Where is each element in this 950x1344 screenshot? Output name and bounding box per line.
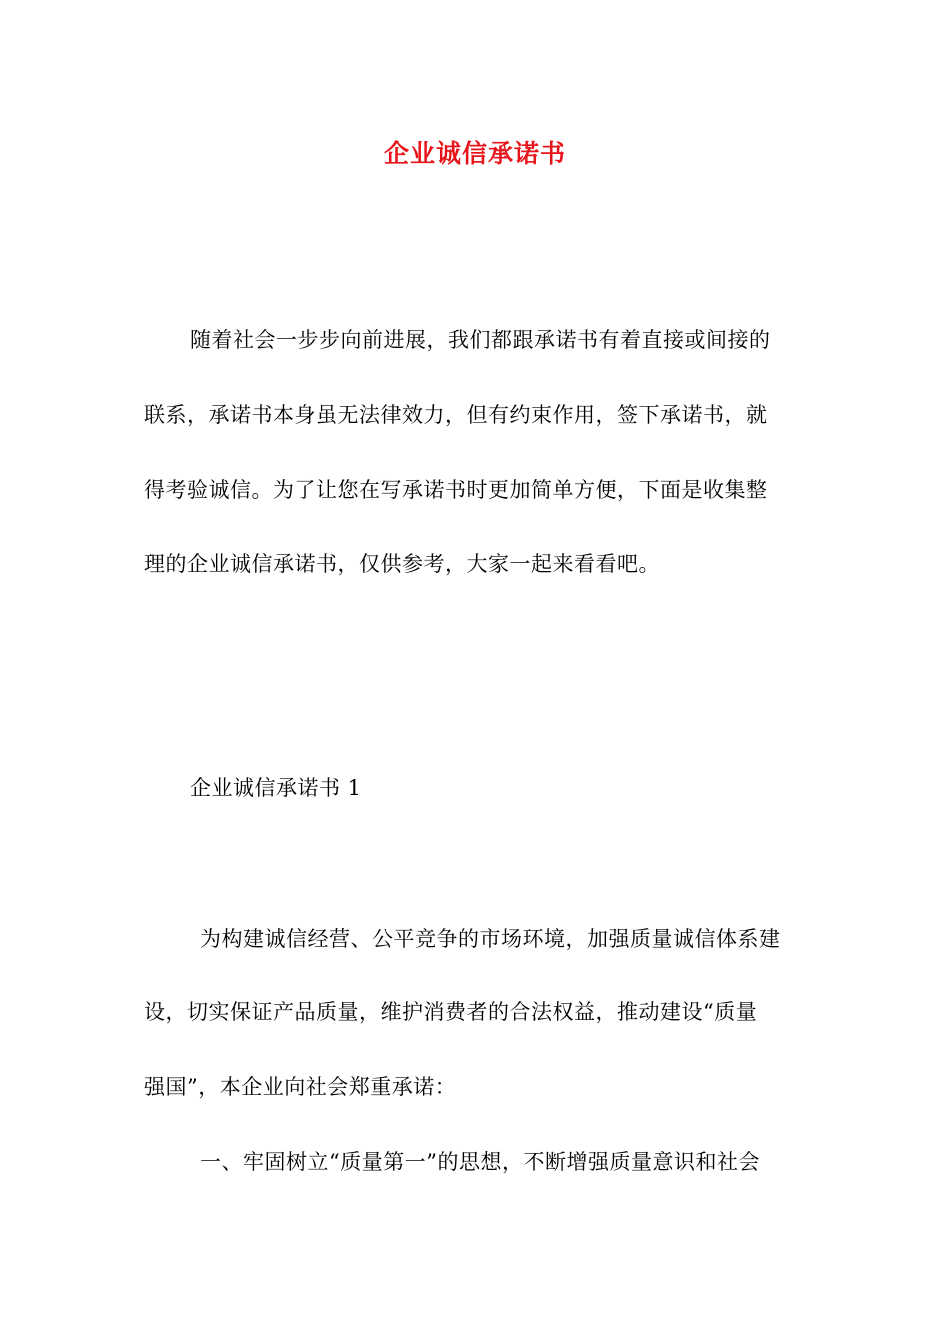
body-line-3: 强国”，本企业向社会郑重承诺： — [144, 1075, 457, 1099]
intro-line-2: 联系，承诺书本身虽无法律效力，但有约束作用，签下承诺书，就 — [144, 403, 768, 427]
body-line-1: 为构建诚信经营、公平竞争的市场环境，加强质量诚信体系建 — [200, 927, 781, 951]
intro-line-4: 理的企业诚信承诺书，仅供参考，大家一起来看看吧。 — [144, 552, 660, 576]
intro-line-1: 随着社会一步步向前进展，我们都跟承诺书有着直接或间接的 — [190, 328, 771, 352]
section-heading: 企业诚信承诺书 1 — [190, 776, 362, 800]
body-line-2: 设，切实保证产品质量，维护消费者的合法权益，推动建设“质量 — [144, 1000, 758, 1024]
intro-line-3: 得考验诚信。为了让您在写承诺书时更加简单方便，下面是收集整 — [144, 478, 768, 502]
document-title: 企业诚信承诺书 — [383, 139, 566, 168]
body-line-4: 一、牢固树立“质量第一”的思想，不断增强质量意识和社会 — [200, 1150, 760, 1174]
